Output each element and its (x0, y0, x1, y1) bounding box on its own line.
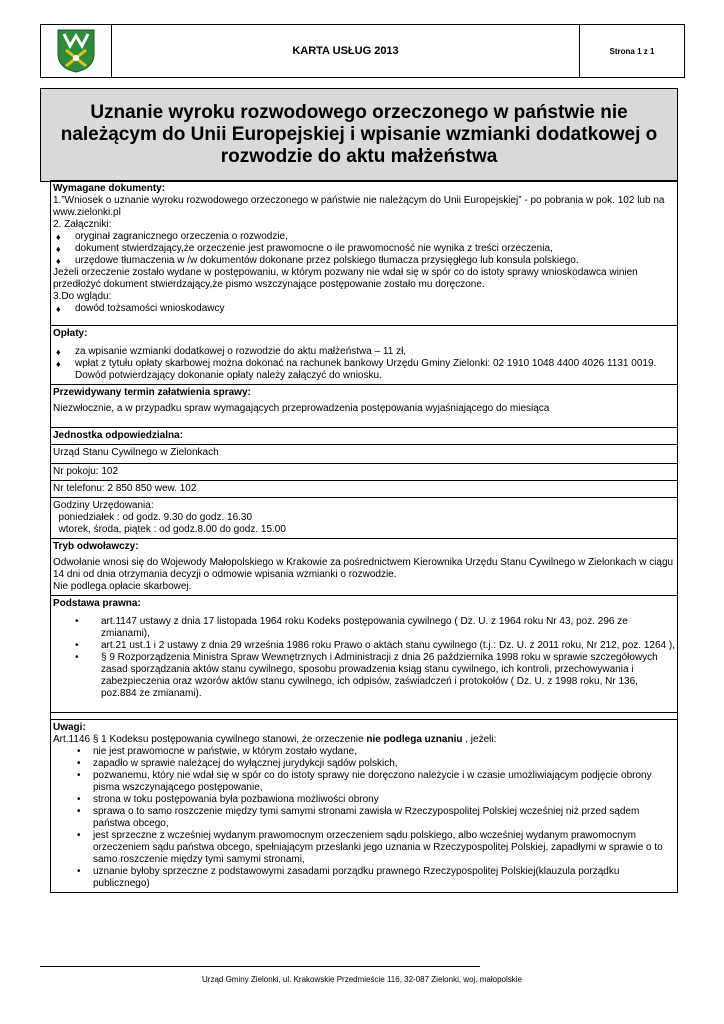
room-number: Nr pokoju: 102 (53, 466, 119, 477)
coat-of-arms-icon (56, 28, 96, 74)
list-item: • zapadło w sprawie należącej do wyłącznej jurydykcji sądów polskich, (75, 758, 675, 770)
attachments-list (53, 231, 675, 267)
list-item: • pozwanemu, który nie wdał się w spór co do istoty sprawy nie doręczono należycie i w czasie umożliwiającym podjęcie obrony pisma wszczynającego postępowanie, (75, 770, 675, 794)
list-item: • strona w toku postępowania była pozbawiona możliwości obrony (75, 794, 675, 806)
intro-end: , jeżeli: (462, 734, 497, 745)
text-line: 3.Do wglądu: (53, 291, 112, 302)
section-heading: Opłaty: (53, 328, 88, 339)
list-item: • sprawa o to samo roszczenie między tymi samymi stronami zawisła w Rzeczypospolitej Polskiej wcześniej niż przed sądem państwa obcego, (75, 806, 675, 830)
section-heading: Tryb odwoławczy: (53, 541, 139, 552)
list-item: ♦ wpłat z tytułu opłaty skarbowej można dokonać na rachunek bankowy Urzędu Gminy Zielonki: 02 1910 1048 4400 4026 1131 0019. Dowód potwierdzający dokonanie opłaty należy załączyć do wniosku. (53, 358, 675, 382)
spacer-row (51, 712, 677, 719)
deadline-section (51, 384, 677, 427)
office-name-cell (51, 444, 677, 463)
list-item: • § 9 Rozporządzenia Ministra Spraw Wewnętrznych i Administracji z dnia 26 października 1998 roku w sprawie szczegółowych zasad sporządzania aktów stanu cywilnego, sposobu prowadzenia ksiąg stanu cywilnego, ich kontroli, przechowywania i zabezpieczenia oraz wzorów aktów stanu cywilnego, ich odpisów, zaświadczeń i protokołów ( Dz. U. z 1998 roku, Nr 136, poz.884 ze zmianami). (53, 652, 675, 700)
header-title: KARTA USŁUG 2013 (112, 25, 580, 77)
content-table (50, 180, 678, 893)
header-table (40, 24, 685, 78)
logo-cell (41, 25, 112, 77)
remarks-intro (53, 734, 675, 746)
hours-title: Godziny Urzędowania: (53, 500, 154, 511)
text-line: Nie podlega opłacie skarbowej. (53, 581, 192, 592)
section-heading: Uwagi: (53, 722, 86, 733)
text-line: Jeżeli orzeczenie zostało wydane w postępowaniu, w którym pozwany nie wdał się w spór co do istoty sprawy wnioskodawca winien przedłożyć dokument stwierdzający,że pismo wszczynające postępowanie zostało mu doręczone. (53, 267, 638, 290)
remarks-list (53, 746, 675, 890)
legal-basis-section (51, 595, 677, 712)
list-item: • art.1147 ustawy z dnia 17 listopada 1964 roku Kodeks postępowania cywilnego ( Dz. U. z 1964 roku Nr 43, poz. 296 ze zmianami), (53, 616, 675, 640)
list-item: ♦ za wpisanie wzmianki dodatkowej o rozwodzie do aktu małżeństwa – 11 zł, (53, 346, 675, 358)
intro-bold: nie podlega uznaniu (366, 734, 463, 745)
fees-list (53, 346, 675, 382)
section-heading: Przewidywany termin załatwienia sprawy: (53, 387, 251, 398)
list-item: • art.21 ust.1 i 2 ustawy z dnia 29 września 1986 roku Prawo o aktach stanu cywilnego (t.j.: Dz. U. z 2011 roku, Nr 212, poz. 1264 ), (53, 640, 675, 652)
list-item: • nie jest prawomocne w państwie, w którym zostało wydane, (75, 746, 675, 758)
page-number: Strona 1 z 1 (609, 46, 655, 56)
footer-divider (40, 966, 480, 967)
footer-address: Urząd Gminy Zielonki, ul. Krakowskie Przedmieście 116, 32-087 Zielonki, woj. małopolskie (202, 975, 522, 984)
list-item: ♦ dokument stwierdzający,że orzeczenie jest prawomocne o ile prawomocność nie wynika z treści orzeczenia, (53, 243, 675, 255)
phone-cell (51, 480, 677, 497)
text-line: Niezwłocznie, a w przypadku spraw wymagających przeprowadzenia postępowania wyjaśniającego do miesiąca (53, 403, 550, 414)
appeal-section (51, 538, 677, 595)
list-item: ♦ urzędowe tłumaczenia w /w dokumentów dokonane przez polskiego tłumacza przysięgłego lub konsula polskiego. (53, 255, 675, 267)
phone-number: Nr telefonu: 2 850 850 wew. 102 (53, 483, 197, 494)
text-line: 1.”Wniosek o uznanie wyroku rozwodowego orzeczonego w państwie nie należącym do Unii Europejskiej” - po pobrania w pok. 102 lub na www.zielonki.pl (53, 195, 665, 218)
list-item: • uznanie byłoby sprzeczne z podstawowymi zasadami porządku prawnego Rzeczypospolitej Polskiej(klauzula porządku publicznego) (75, 866, 675, 890)
hours-cell (51, 497, 677, 538)
office-name: Urząd Stanu Cywilnego w Zielonkach (53, 447, 219, 458)
intro-text: Art.1146 § 1 Kodeksu postępowania cywilnego stanowi, że orzeczenie (53, 734, 367, 745)
remarks-section (51, 719, 677, 893)
responsible-unit-heading-cell (51, 427, 677, 444)
hours-line: poniedziałek : od godz. 9.30 do godz. 16.30 (53, 512, 253, 523)
document-title: Uznanie wyroku rozwodowego orzeczonego w państwie nie należącym do Unii Europejskiej i wpisanie wzmianki dodatkowej o rozwodzie do aktu małżeństwa (60, 102, 658, 167)
text-line: Odwołanie wnosi się do Wojewody Małopolskiego w Krakowie za pośrednictwem Kierownika Urzędu Stanu Cywilnego w Zielonkach w ciągu 14 dni od dnia otrzymania decyzji o odmowie wpisania wzmianki o rozwodzie. (53, 557, 674, 580)
list-item: ♦ dowód tożsamości wnioskodawcy (53, 303, 675, 315)
room-cell (51, 463, 677, 480)
text-line: 2. Załączniki: (53, 219, 112, 230)
list-item: ♦ oryginał zagranicznego orzeczenia o rozwodzie, (53, 231, 675, 243)
legal-basis-list (53, 616, 675, 700)
section-heading: Wymagane dokumenty: (53, 183, 166, 194)
required-documents-section (51, 180, 677, 325)
section-heading: Podstawa prawna: (53, 598, 141, 609)
hours-line: wtorek, środa, piątek : od godz.8.00 do godz. 15.00 (53, 524, 286, 535)
fees-section (51, 325, 677, 384)
section-heading: Jednostka odpowiedzialna: (53, 430, 184, 441)
list-item: • jest sprzeczne z wcześniej wydanym prawomocnym orzeczeniem sądu polskiego, albo wcześniej wydanym prawomocnym orzeczeniem sądu państwa obcego, spełniającym przesłanki jego uznania w Rzeczypospolitej Polskiej, zapadłymi w sprawie o to samo roszczenie między tymi samymi stronami, (75, 830, 675, 866)
document-title-box (40, 88, 678, 182)
inspection-list (53, 303, 675, 315)
